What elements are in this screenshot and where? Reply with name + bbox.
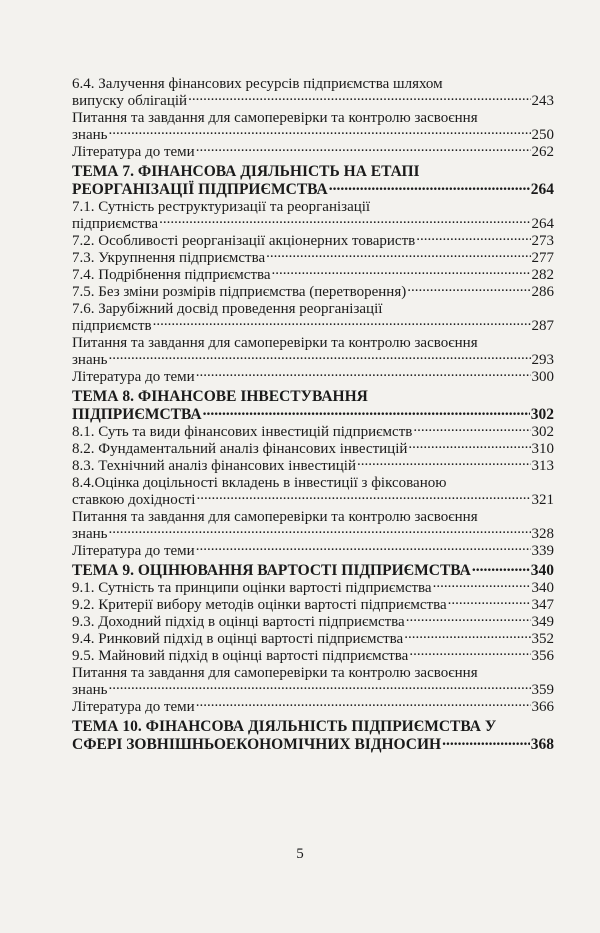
toc-entry-leader-line <box>72 543 554 560</box>
toc-entry <box>72 335 554 369</box>
toc-entry-leader-line <box>72 352 554 369</box>
toc-entry-title: 9.3. Доходний підхід в оцінці вартості підприємства <box>72 614 405 630</box>
toc-entry-line: ТЕМА 7. ФІНАНСОВА ДІЯЛЬНІСТЬ НА ЕТАПІ <box>72 163 420 180</box>
toc-entry <box>72 458 554 475</box>
toc-entry-page: 310 <box>531 441 554 457</box>
toc-entry-page: 264 <box>531 216 554 232</box>
toc-entry-leader-line <box>72 406 554 424</box>
toc-entry-leader-line <box>72 144 554 161</box>
toc-entry-page: 300 <box>531 369 554 385</box>
toc-entry-title: знань <box>72 352 108 368</box>
toc-entry <box>72 144 554 161</box>
toc-entry-title: СФЕРІ ЗОВНІШНЬОЕКОНОМІЧНИХ ВІДНОСИН <box>72 736 442 753</box>
toc-entry-leader-line <box>72 631 554 648</box>
toc-entry-title: РЕОРГАНІЗАЦІЇ ПІДПРИЄМСТВА <box>72 181 328 198</box>
toc-entry-leader-line <box>72 526 554 543</box>
toc-entry-line: 6.4. Залучення фінансових ресурсів підприємства шляхом <box>72 76 443 92</box>
toc-entry-title: ТЕМА 9. ОЦІНЮВАННЯ ВАРТОСТІ ПІДПРИЄМСТВА <box>72 562 471 579</box>
dot-leader <box>416 233 530 245</box>
toc-entry-title: Література до теми <box>72 699 195 715</box>
toc-entry-title: ставкою дохідності <box>72 492 196 508</box>
toc-entry <box>72 284 554 301</box>
toc-entry-page: 349 <box>531 614 554 630</box>
dot-leader <box>203 407 530 419</box>
toc-entry <box>72 597 554 614</box>
toc-entry <box>72 424 554 441</box>
toc-entry-title: підприємств <box>72 318 152 334</box>
toc-entry-page: 293 <box>531 352 554 368</box>
toc-entry <box>72 699 554 716</box>
toc-entry-page: 287 <box>531 318 554 334</box>
toc-topic-entry <box>72 388 554 424</box>
dot-leader <box>153 318 531 330</box>
toc-entry <box>72 665 554 699</box>
toc-entry-title: підприємства <box>72 216 159 232</box>
toc-entry-leader-line <box>72 597 554 614</box>
toc-entry-page: 302 <box>531 424 554 440</box>
dot-leader <box>448 597 531 609</box>
dot-leader <box>196 543 531 555</box>
toc-entry-leader-line <box>72 369 554 386</box>
dot-leader <box>472 563 530 575</box>
dot-leader <box>196 144 531 156</box>
toc-entry-page: 313 <box>531 458 554 474</box>
toc-entry-line: 7.1. Сутність реструктуризації та реорганізації <box>72 199 371 215</box>
toc-entry-line: Питання та завдання для самоперевірки та контролю засвоєння <box>72 665 478 681</box>
toc-entry-title: 8.1. Суть та види фінансових інвестицій підприємств <box>72 424 413 440</box>
toc-entry-leader-line <box>72 267 554 284</box>
toc-entry-page: 262 <box>531 144 554 160</box>
toc-entry-page: 328 <box>531 526 554 542</box>
toc-entry <box>72 441 554 458</box>
toc-entry-leader-line <box>72 562 554 580</box>
toc-entry-title: 8.3. Технічний аналіз фінансових інвестицій <box>72 458 356 474</box>
dot-leader <box>404 631 530 643</box>
toc-entry-title: Література до теми <box>72 144 195 160</box>
toc-topic-entry <box>72 562 554 580</box>
dot-leader <box>108 352 530 364</box>
toc-entry <box>72 110 554 144</box>
toc-entry <box>72 301 554 335</box>
toc-entry-page: 321 <box>531 492 554 508</box>
toc-entry-title: Література до теми <box>72 369 195 385</box>
toc-topic-entry <box>72 718 554 754</box>
toc-entry-line: Питання та завдання для самоперевірки та контролю засвоєння <box>72 110 478 126</box>
toc-entry <box>72 369 554 386</box>
toc-entry-leader-line <box>72 441 554 458</box>
dot-leader <box>407 284 530 296</box>
toc-entry <box>72 631 554 648</box>
dot-leader <box>196 369 531 381</box>
toc-entry-title: 7.5. Без зміни розмірів підприємства (перетворення) <box>72 284 407 300</box>
dot-leader <box>196 699 531 711</box>
toc-entry-title: 9.5. Майновий підхід в оцінці вартості підприємства <box>72 648 409 664</box>
toc-entry-page: 347 <box>531 597 554 613</box>
toc-topic-entry <box>72 163 554 199</box>
toc-entry-title: випуску облігацій <box>72 93 188 109</box>
toc-entry-title: 9.4. Ринковий підхід в оцінці вартості підприємства <box>72 631 404 647</box>
dot-leader <box>272 267 531 279</box>
toc-entry-title: знань <box>72 526 108 542</box>
toc-entry-title: 7.2. Особливості реорганізації акціонерних товариств <box>72 233 416 249</box>
toc-entry-leader-line <box>72 181 554 199</box>
toc-entry <box>72 267 554 284</box>
toc-entry-line: Питання та завдання для самоперевірки та контролю засвоєння <box>72 335 478 351</box>
toc-entry-page: 359 <box>531 682 554 698</box>
dot-leader <box>413 424 530 436</box>
toc-entry <box>72 76 554 110</box>
dot-leader <box>357 458 531 470</box>
toc-entry-title: знань <box>72 127 108 143</box>
toc-entry-page: 273 <box>531 233 554 249</box>
toc-entry-leader-line <box>72 492 554 509</box>
toc-entry-page: 264 <box>530 181 554 198</box>
toc-entry-title: Література до теми <box>72 543 195 559</box>
dot-leader <box>409 648 530 660</box>
dot-leader <box>406 614 531 626</box>
toc-entry-leader-line <box>72 648 554 665</box>
toc-entry-leader-line <box>72 93 554 110</box>
toc-entry-page: 340 <box>530 562 554 579</box>
toc-entry-leader-line <box>72 250 554 267</box>
toc-entry <box>72 250 554 267</box>
dot-leader <box>108 127 530 139</box>
toc-entry-line: 7.6. Зарубіжний досвід проведення реорганізації <box>72 301 383 317</box>
dot-leader <box>329 182 530 194</box>
toc-entry-leader-line <box>72 233 554 250</box>
dot-leader <box>408 441 530 453</box>
toc-entry <box>72 509 554 543</box>
toc-entry-page: 277 <box>531 250 554 266</box>
toc-entry <box>72 580 554 597</box>
dot-leader <box>442 737 530 749</box>
toc-entry-leader-line <box>72 127 554 144</box>
dot-leader <box>159 216 530 228</box>
toc-entry-page: 366 <box>531 699 554 715</box>
toc-entry-title: 7.3. Укрупнення підприємства <box>72 250 266 266</box>
toc-entry-leader-line <box>72 458 554 475</box>
toc-entry-leader-line <box>72 580 554 597</box>
toc-entry-page: 250 <box>531 127 554 143</box>
dot-leader <box>266 250 530 262</box>
toc-entry <box>72 199 554 233</box>
toc-entry-title: 7.4. Подрібнення підприємства <box>72 267 271 283</box>
toc-entry-leader-line <box>72 216 554 233</box>
toc-entry-page: 302 <box>530 406 554 423</box>
toc-entry <box>72 614 554 631</box>
toc-entry-page: 282 <box>531 267 554 283</box>
toc-entry-page: 368 <box>530 736 554 753</box>
toc-entry-leader-line <box>72 736 554 754</box>
toc-entry-line: ТЕМА 8. ФІНАНСОВЕ ІНВЕСТУВАННЯ <box>72 388 368 405</box>
dot-leader <box>108 682 530 694</box>
dot-leader <box>433 580 531 592</box>
toc-entry-line: Питання та завдання для самоперевірки та контролю засвоєння <box>72 509 478 525</box>
toc-entry <box>72 233 554 250</box>
toc-entry-page: 340 <box>531 580 554 596</box>
toc-entry <box>72 475 554 509</box>
toc-entry-page: 339 <box>531 543 554 559</box>
toc-entry-title: ПІДПРИЄМСТВА <box>72 406 202 423</box>
toc-entry-title: 9.1. Сутність та принципи оцінки вартості підприємства <box>72 580 432 596</box>
toc-entry-title: 9.2. Критерії вибору методів оцінки вартості підприємства <box>72 597 447 613</box>
toc-entry-line: ТЕМА 10. ФІНАНСОВА ДІЯЛЬНІСТЬ ПІДПРИЄМСТВА У <box>72 718 497 735</box>
toc-entry-leader-line <box>72 614 554 631</box>
toc-entry-leader-line <box>72 682 554 699</box>
toc-entry <box>72 648 554 665</box>
toc-entry-leader-line <box>72 424 554 441</box>
toc-entry-line: 8.4.Оцінка доцільності вкладень в інвестиції з фіксованою <box>72 475 447 491</box>
table-of-contents <box>72 76 554 754</box>
dot-leader <box>108 526 530 538</box>
toc-entry-leader-line <box>72 318 554 335</box>
dot-leader <box>188 93 530 105</box>
toc-entry-page: 243 <box>531 93 554 109</box>
toc-entry-page: 286 <box>531 284 554 300</box>
page-number: 5 <box>296 846 304 862</box>
toc-entry-page: 356 <box>531 648 554 664</box>
toc-entry <box>72 543 554 560</box>
toc-entry-title: 8.2. Фундаментальний аналіз фінансових інвестицій <box>72 441 408 457</box>
toc-entry-leader-line <box>72 284 554 301</box>
dot-leader <box>196 492 530 504</box>
toc-entry-leader-line <box>72 699 554 716</box>
toc-entry-title: знань <box>72 682 108 698</box>
toc-entry-page: 352 <box>531 631 554 647</box>
